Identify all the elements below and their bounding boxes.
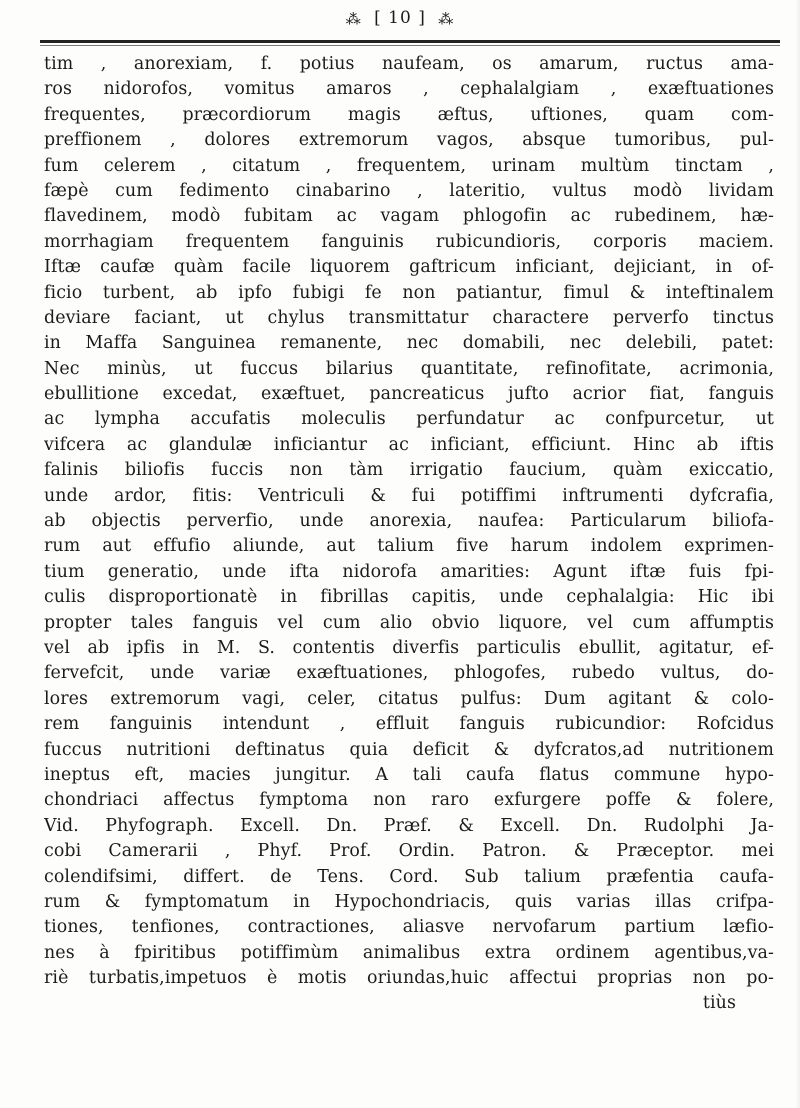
text-line: rum aut effufio aliunde, aut talium five harum indolem exprimen- — [44, 536, 774, 557]
catchword: tiùs — [702, 993, 736, 1014]
text-line: tium generatio, unde ifta nidorofa amarities: Agunt iftæ fuis fpi- — [44, 561, 774, 582]
text-line: lores extremorum vagi, celer, citatus pulfus: Dum agitant & colo- — [44, 688, 774, 709]
text-line: in Maffa Sanguinea remanente, nec domabili, nec delebili, patet: — [44, 333, 774, 354]
text-line: fæpè cum fedimento cinabarino , lateritio, vultus modò lividam — [44, 180, 774, 201]
text-line: riè turbatis,impetuos è motis oriundas,huic affectui proprias non po- — [44, 968, 774, 989]
text-line: nes à fpiritibus potiffimùm animalibus extra ordinem agentibus,va- — [44, 942, 774, 963]
text-line: vel ab ipfis in M. S. contentis diverfis particulis ebullit, agitatur, ef- — [44, 637, 774, 658]
text-line: fum celerem , citatum , frequentem, urinam multùm tinctam , — [44, 155, 774, 176]
text-line: unde ardor, fitis: Ventriculi & fui potiffimi inftrumenti dyfcrafia, — [44, 485, 774, 506]
text-line: preffionem , dolores extremorum vagos, absque tumoribus, pul- — [44, 130, 774, 151]
text-line: cobi Camerarii , Phyf. Prof. Ordin. Patron. & Præceptor. mei — [44, 841, 774, 862]
text-line: tiones, tenfiones, contractiones, aliasve nervofarum partium læfio- — [44, 917, 774, 938]
text-line: Nec minùs, ut fuccus bilarius quantitate, refinofitate, acrimonia, — [44, 358, 774, 379]
header-rule — [40, 40, 780, 43]
text-line: flavedinem, modò fubitam ac vagam phlogofin ac rubedinem, hæ- — [44, 206, 774, 227]
text-line: propter tales fanguis vel cum alio obvio liquore, vel cum affumptis — [44, 612, 774, 633]
header-rule-thin — [40, 45, 780, 46]
text-line: rum & fymptomatum in Hypochondriacis, quis varias illas crifpa- — [44, 891, 774, 912]
running-head — [0, 8, 800, 28]
text-line: vifcera ac glandulæ inficiantur ac inficiant, efficiunt. Hinc ab iftis — [44, 434, 774, 455]
text-line: ac lympha accufatis moleculis perfundatur ac confpurcetur, ut — [44, 409, 774, 430]
text-line: falinis biliofis fuccis non tàm irrigatio faucium, quàm exiccatio, — [44, 460, 774, 481]
text-line: fervefcit, unde variæ exæftuationes, phlogofes, rubedo vultus, do- — [44, 663, 774, 684]
text-line: tim , anorexiam, f. potius naufeam, os amarum, ructus ama- — [44, 54, 774, 74]
text-line: frequentes, præcordiorum magis æftus, uftiones, quam com- — [44, 104, 774, 125]
body-text — [44, 52, 774, 1017]
text-line: ficio turbent, ab ipfo fubigi fe non patiantur, fimul & inteftinalem — [44, 282, 774, 303]
text-line: ebullitione excedat, exæftuet, pancreaticus jufto acrior fiat, fanguis — [44, 384, 774, 405]
text-line: morrhagiam frequentem fanguinis rubicundioris, corporis maciem. — [44, 231, 774, 252]
page-number: [ 10 ] — [374, 8, 426, 28]
text-line: colendifsimi, differt. de Tens. Cord. Sub talium præfentia caufa- — [44, 866, 774, 887]
text-line: ros nidorofos, vomitus amaros , cephalalgiam , exæftuationes — [44, 79, 774, 100]
ornament-right-icon: ⁂ — [438, 9, 455, 28]
text-line: culis disproportionatè in fibrillas capitis, unde cephalalgia: Hic ibi — [44, 587, 774, 608]
text-line: Vid. Phyfograph. Excell. Dn. Præf. & Excell. Dn. Rudolphi Ja- — [44, 815, 774, 836]
text-line: Iftæ caufæ quàm facile liquorem gaftricum inficiant, dejiciant, in of- — [44, 257, 774, 278]
text-line: deviare faciant, ut chylus transmittatur charactere perverfo tinctus — [44, 307, 774, 328]
text-line: fuccus nutritioni deftinatus quia deficit & dyfcratos,ad nutritionem — [44, 739, 774, 760]
text-line: chondriaci affectus fymptoma non raro exfurgere poffe & folere, — [44, 790, 774, 811]
text-line: rem fanguinis intendunt , effluit fanguis rubicundior: Rofcidus — [44, 714, 774, 735]
text-line: ineptus eft, macies jungitur. A tali caufa flatus commune hypo- — [44, 764, 774, 785]
text-line: ab objectis perverfio, unde anorexia, naufea: Particularum biliofa- — [44, 511, 774, 532]
page-edge-shadow — [794, 0, 800, 1108]
ornament-left-icon: ⁂ — [345, 9, 362, 28]
